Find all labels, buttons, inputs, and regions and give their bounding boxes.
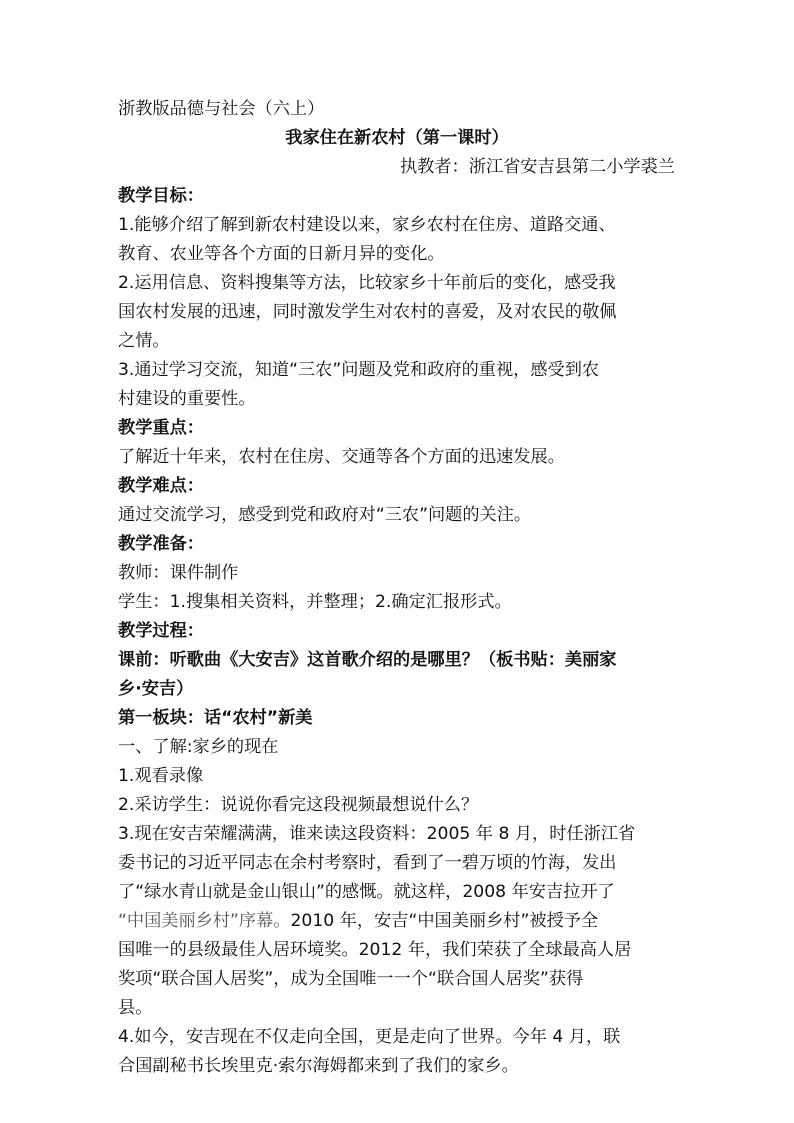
difficulty-text: 通过交流学习，感受到党和政府对“三农”问题的关注。 bbox=[118, 505, 532, 525]
lesson-title: 我家住在新农村（第一课时） bbox=[285, 128, 509, 148]
keypoint-text: 了解近十年来，农村在住房、交通等各个方面的迅速发展。 bbox=[118, 447, 565, 467]
block-heading: 第一板块：话“农村”新美 bbox=[118, 708, 313, 728]
step-line: 合国副秘书长埃里克·索尔海姆都来到了我们的家乡。 bbox=[118, 1056, 519, 1076]
objective-line: 1.能够介绍了解到新农村建设以来，家乡农村在住房、道路交通、 bbox=[118, 215, 616, 235]
author-line: 执教者：浙江省安吉县第二小学裘兰 bbox=[399, 157, 675, 177]
pre-class-line: 乡·安吉） bbox=[118, 679, 194, 699]
objective-line: 3.通过学习交流，知道“三农”问题及党和政府的重视，感受到农 bbox=[118, 360, 600, 380]
objective-line: 2.运用信息、资料搜集等方法，比较家乡十年前后的变化，感受我 bbox=[118, 273, 616, 293]
step-line: 委书记的习近平同志在余村考察时，看到了一碧万顷的竹海，发出 bbox=[118, 853, 617, 873]
step-line-continuation: 2010 年，安吉“中国美丽乡村”被授予全 bbox=[290, 911, 599, 931]
preparation-teacher: 教师：课件制作 bbox=[118, 563, 239, 583]
step-line: 县。 bbox=[118, 998, 153, 1018]
objective-line: 国农村发展的迅速，同时激发学生对农村的喜爱，及对农民的敬佩 bbox=[118, 302, 617, 322]
keypoint-heading: 教学重点： bbox=[118, 418, 204, 438]
step-line: 国唯一的县级最佳人居环境奖。2012 年，我们荣获了全球最高人居 bbox=[118, 940, 632, 960]
preparation-heading: 教学准备： bbox=[118, 534, 204, 554]
step-line: 奖项“联合国人居奖”，成为全国唯一一个“联合国人居奖”获得 bbox=[118, 969, 584, 989]
sub-heading: 一、了解:家乡的现在 bbox=[118, 737, 279, 757]
objective-line: 之情。 bbox=[118, 331, 170, 351]
preparation-student: 学生：1.搜集相关资料，并整理；2.确定汇报形式。 bbox=[118, 592, 512, 612]
step-line: 了“绿水青山就是金山银山”的感慨。就这样，2008 年安吉拉开了 bbox=[118, 882, 615, 902]
subject-line: 浙教版品德与社会（六上） bbox=[118, 99, 325, 119]
pre-class-line: 课前：听歌曲《大安吉》这首歌介绍的是哪里？（板书贴：美丽家 bbox=[118, 650, 617, 670]
step-line: 2.采访学生：说说你看完这段视频最想说什么？ bbox=[118, 795, 479, 815]
step-line: 1.观看录像 bbox=[118, 766, 204, 786]
difficulty-heading: 教学难点： bbox=[118, 476, 204, 496]
objectives-heading: 教学目标： bbox=[118, 186, 204, 206]
step-line bbox=[118, 908, 598, 934]
highlighted-phrase: “中国美丽乡村”序幕。 bbox=[118, 911, 291, 931]
process-heading: 教学过程： bbox=[118, 621, 204, 641]
objective-line: 村建设的重要性。 bbox=[118, 389, 256, 409]
step-line: 3.现在安吉荣耀满满，谁来读这段资料：2005 年 8 月，时任浙江省 bbox=[118, 824, 636, 844]
objective-line: 教育、农业等各个方面的日新月异的变化。 bbox=[118, 244, 445, 264]
step-line: 4.如今，安吉现在不仅走向全国，更是走向了世界。今年 4 月，联 bbox=[118, 1027, 621, 1047]
